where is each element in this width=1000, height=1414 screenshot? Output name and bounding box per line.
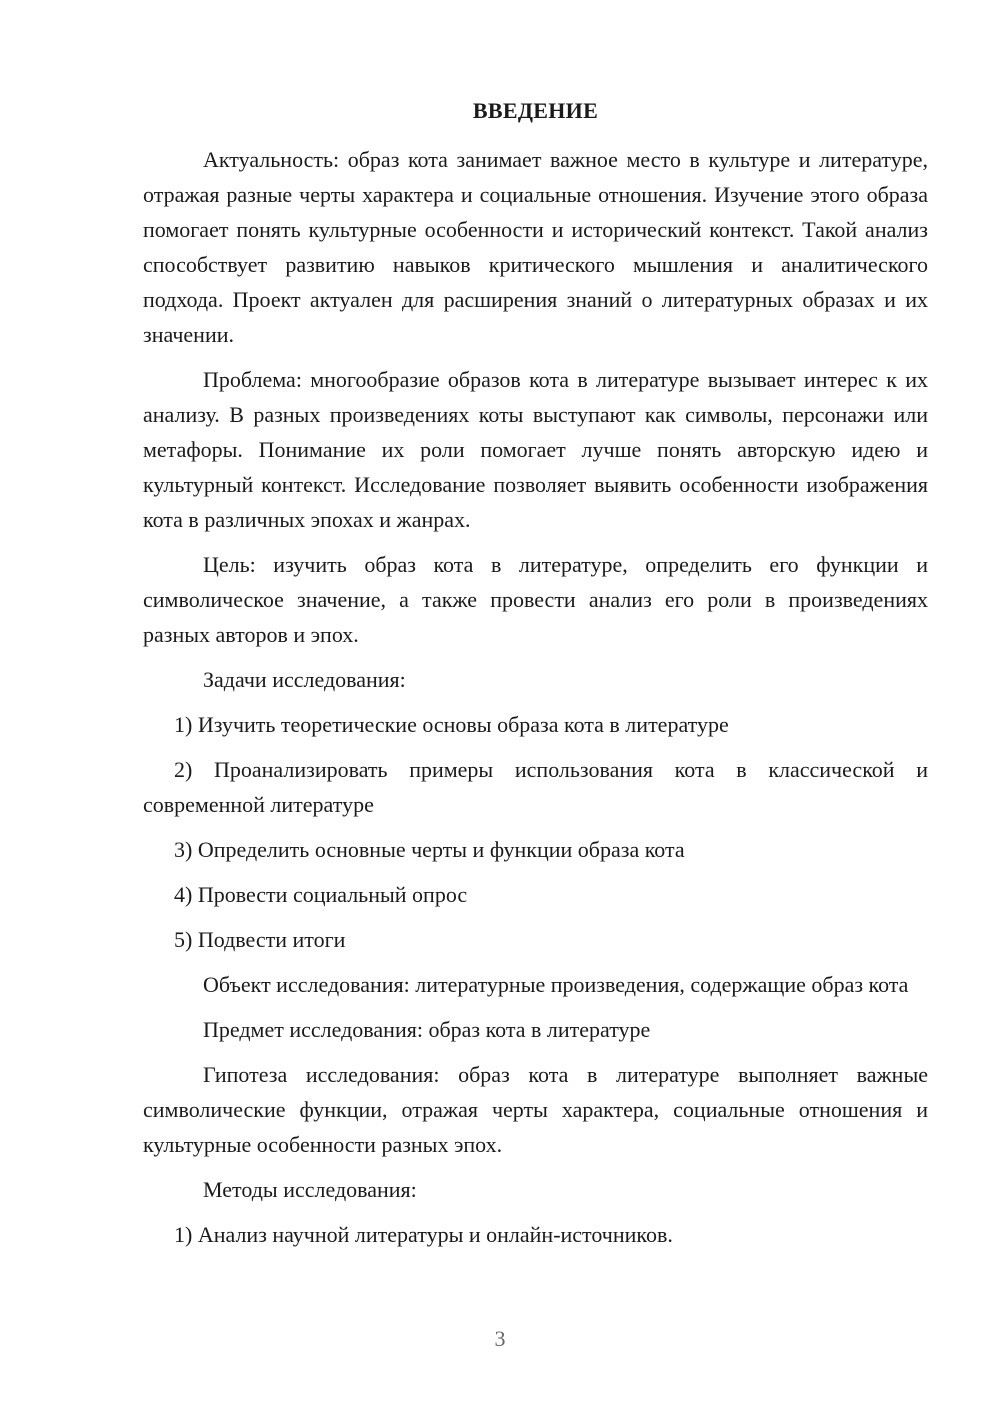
document-page bbox=[143, 94, 928, 1262]
task-item: 4) Провести социальный опрос bbox=[174, 882, 468, 907]
subject-paragraph: Предмет исследования: образ кота в литературе bbox=[203, 1017, 651, 1042]
goal-paragraph: Цель: изучить образ кота в литературе, определить его функции и символическое значение, а также провести анализ его роли в произведениях разных авторов и эпох. bbox=[143, 552, 928, 647]
relevance-paragraph: Актуальность: образ кота занимает важное место в культуре и литературе, отражая разные черты характера и социальные отношения. Изучение этого образа помогает понять культурные особенности и исторический контекст. Такой анализ способствует развитию навыков критического мышления и аналитического подхода. Проект актуален для расширения знаний о литературных образах и их значении. bbox=[143, 147, 928, 347]
tasks-label: Задачи исследования: bbox=[203, 667, 406, 692]
task-item: 5) Подвести итоги bbox=[174, 927, 346, 952]
methods-label: Методы исследования: bbox=[203, 1177, 417, 1202]
page-number: 3 bbox=[494, 1326, 506, 1351]
problem-paragraph: Проблема: многообразие образов кота в литературе вызывает интерес к их анализу. В разных произведениях коты выступают как символы, персонажи или метафоры. Понимание их роли помогает лучше понять авторскую идею и культурный контекст. Исследование позволяет выявить особенности изображения кота в различных эпохах и жанрах. bbox=[143, 367, 928, 532]
hypothesis-paragraph: Гипотеза исследования: образ кота в литературе выполняет важные символические функции, отражая черты характера, социальные отношения и культурные особенности разных эпох. bbox=[143, 1062, 928, 1157]
object-paragraph: Объект исследования: литературные произведения, содержащие образ кота bbox=[203, 972, 909, 997]
section-heading: ВВЕДЕНИЕ bbox=[472, 98, 599, 123]
task-item: 2) Проанализировать примеры использования кота в классической и современной литературе bbox=[143, 757, 928, 817]
method-item: 1) Анализ научной литературы и онлайн-источников. bbox=[174, 1222, 673, 1247]
task-item: 1) Изучить теоретические основы образа кота в литературе bbox=[174, 712, 729, 737]
task-item: 3) Определить основные черты и функции образа кота bbox=[174, 837, 685, 862]
